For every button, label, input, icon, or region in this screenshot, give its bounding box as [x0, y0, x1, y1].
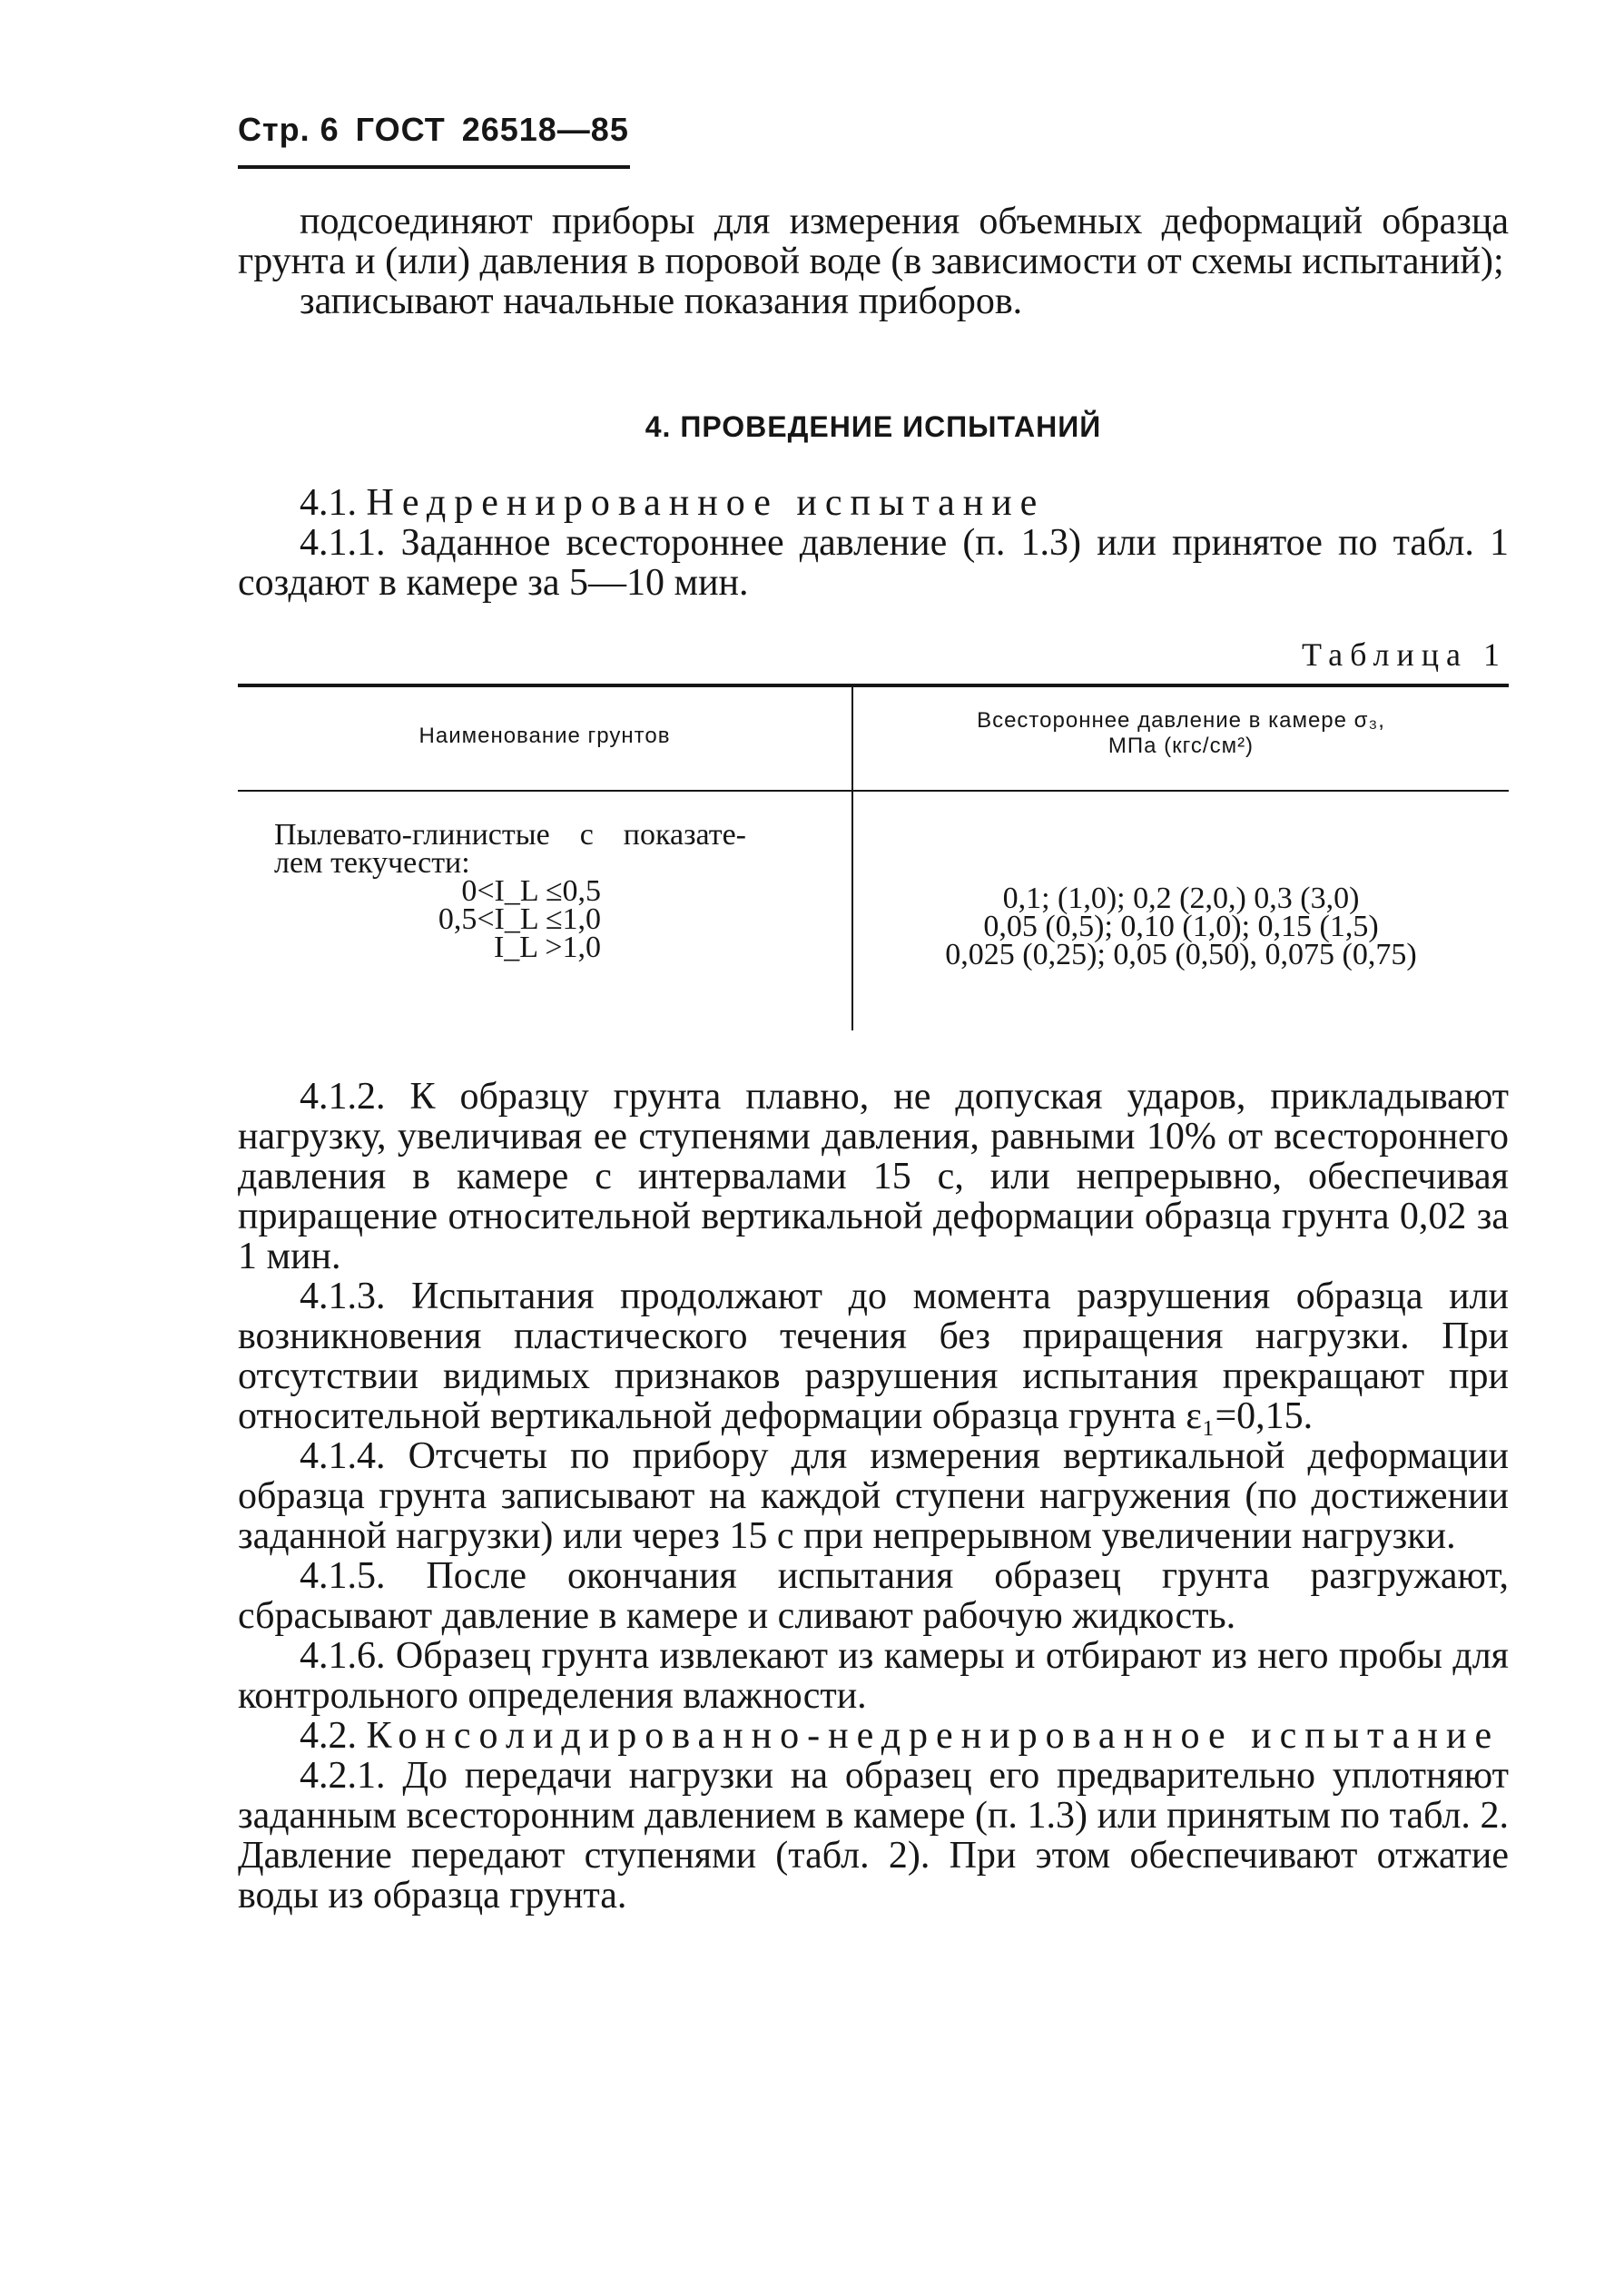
paragraph-412: 4.1.2. К образцу грунта плавно, не допуская ударов, прикладывают нагрузку, увеличивая ее ступенями давления, равными 10% от всестороннего давления в камере с интервалами 15 с, или непрерывно, обеспечивая приращение относительной вертикальной деформации образца грунта 0,02 за 1 мин. [238, 1076, 1509, 1277]
table-pressure-cell [853, 884, 1509, 969]
paragraph-416: 4.1.6. Образец грунта извлекают из камеры и отбирают из него пробы для контрольного определения влажности. [238, 1635, 1509, 1717]
standard-label: ГОСТ [355, 111, 446, 148]
subsection-42-number: 4.2. [300, 1715, 357, 1757]
table-caption: Таблица 1 [1302, 636, 1507, 673]
table-soil-cell [274, 818, 746, 964]
table-criterion-1: 0<I_L ≤0,5 [461, 874, 601, 908]
paragraph-415: 4.1.5. После окончания испытания образец грунта разгружают, сбрасывают давление в камере и сливают рабочую жидкость. [238, 1555, 1509, 1637]
standard-number: 26518—85 [461, 111, 629, 148]
table-top-rule [238, 684, 1509, 687]
page-label: Стр. 6 [238, 111, 340, 148]
table-value-1: 0,1; (1,0); 0,2 (2,0,) 0,3 (3,0) [1002, 882, 1360, 915]
table-header-rule [238, 790, 1509, 792]
table-value-3: 0,025 (0,25); 0,05 (0,50), 0,075 (0,75) [945, 938, 1417, 971]
soil-word-3: показате- [623, 818, 746, 852]
table-header-pressure [853, 708, 1509, 759]
table-header-soil: Наименование грунтов [418, 724, 671, 748]
paragraph-414: 4.1.4. Отсчеты по прибору для измерения вертикальной деформации образца грунта записывают на каждой ступени нагружения (по достижении заданной нагрузки) или через 15 с при непрерывном увеличении нагрузки. [238, 1435, 1509, 1557]
intro-paragraph-1: подсоединяют приборы для измерения объемных деформаций образца грунта и (или) давления в поровой воде (в зависимости от схемы испытаний); [238, 201, 1509, 282]
table-criterion-2: 0,5<I_L ≤1,0 [438, 902, 601, 936]
soil-word-2: с [579, 818, 594, 852]
paragraph-411: 4.1.1. Заданное всестороннее давление (п. 1.3) или принятое по табл. 1 создают в камере за 5—10 мин. [238, 522, 1509, 604]
table-header-pressure-line1: Всестороннее давление в камере σ₃, [977, 708, 1385, 733]
intro-paragraph-2: записывают начальные показания приборов. [300, 281, 1023, 322]
subsection-41-title: Недренированное испытание [366, 482, 1046, 524]
body-block [238, 1077, 1509, 1916]
section-41-block [238, 483, 1509, 603]
paragraph-421: 4.2.1. До передачи нагрузки на образец его предварительно уплотняют заданным всесторонним давлением в камере (п. 1.3) или принятым по табл. 2. Давление передают ступенями (табл. 2). При этом обеспечивают отжатие воды из образца грунта. [238, 1755, 1509, 1916]
soil-word-1: Пылевато-глинистые [274, 818, 550, 852]
table-criterion-3: I_L >1,0 [493, 931, 601, 964]
section-title: 4. ПРОВЕДЕНИЕ ИСПЫТАНИЙ [645, 410, 1102, 443]
table-header-pressure-line2: МПа (кгс/см²) [1107, 734, 1255, 758]
paragraph-413: 4.1.3. Испытания продолжают до момента разрушения образца или возникновения пластического течения без приращения нагрузки. При отсутствии видимых признаков разрушения испытания прекращают при относительной вертикальной деформации образца грунта ε₁=0,15. [238, 1276, 1509, 1437]
table-value-2: 0,05 (0,5); 0,10 (1,0); 0,15 (1,5) [983, 910, 1379, 943]
subsection-41-number: 4.1. [300, 482, 357, 524]
soil-name-line1 [274, 818, 746, 852]
intro-block [238, 202, 1509, 321]
soil-name-line2: лем текучести: [274, 846, 470, 880]
subsection-42-title: Консолидированно-недренированное испытание [366, 1715, 1501, 1757]
header-rule [238, 165, 630, 169]
subsection-42-heading [238, 1716, 1509, 1756]
running-head [238, 111, 645, 149]
subsection-41-heading [238, 483, 1509, 523]
